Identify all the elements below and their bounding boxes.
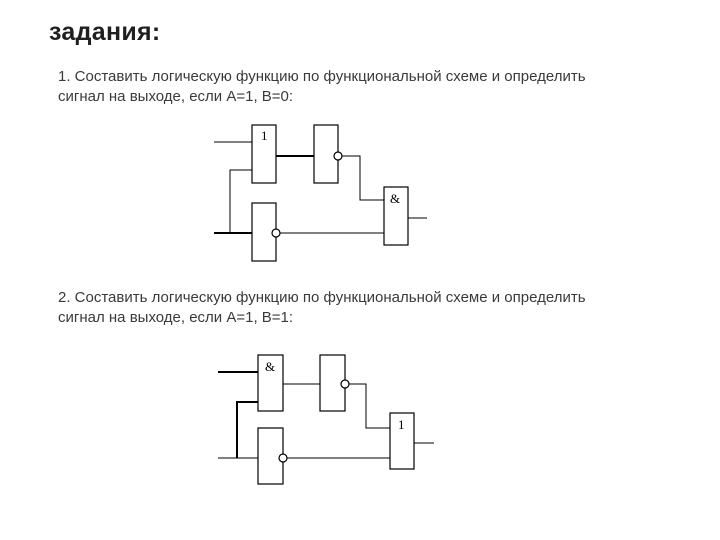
task-2-line-1: 2. Составить логическую функцию по функциональной схеме и определить [58, 289, 586, 306]
circuit-2-not-to-or-wire [349, 384, 390, 428]
task-1-line-1: 1. Составить логическую функцию по функциональной схеме и определить [58, 68, 586, 85]
circuit-2-and-gate-label: & [265, 359, 276, 374]
task-2-line-2: сигнал на выходе, если А=1, В=1: [58, 309, 294, 326]
circuit-2-inversion-bubble-bottom [279, 454, 287, 462]
circuit-2-inversion-bubble-top [341, 380, 349, 388]
task-1-line-2: сигнал на выходе, если А=1, В=0: [58, 88, 294, 105]
slide-title: задания: [49, 18, 161, 46]
circuit-2-branch-wire [237, 402, 258, 458]
circuit-1-and-gate-label: & [390, 191, 401, 206]
circuit-1-or-gate-label: 1 [261, 128, 268, 143]
circuit-2-or-gate-label: 1 [398, 417, 405, 432]
